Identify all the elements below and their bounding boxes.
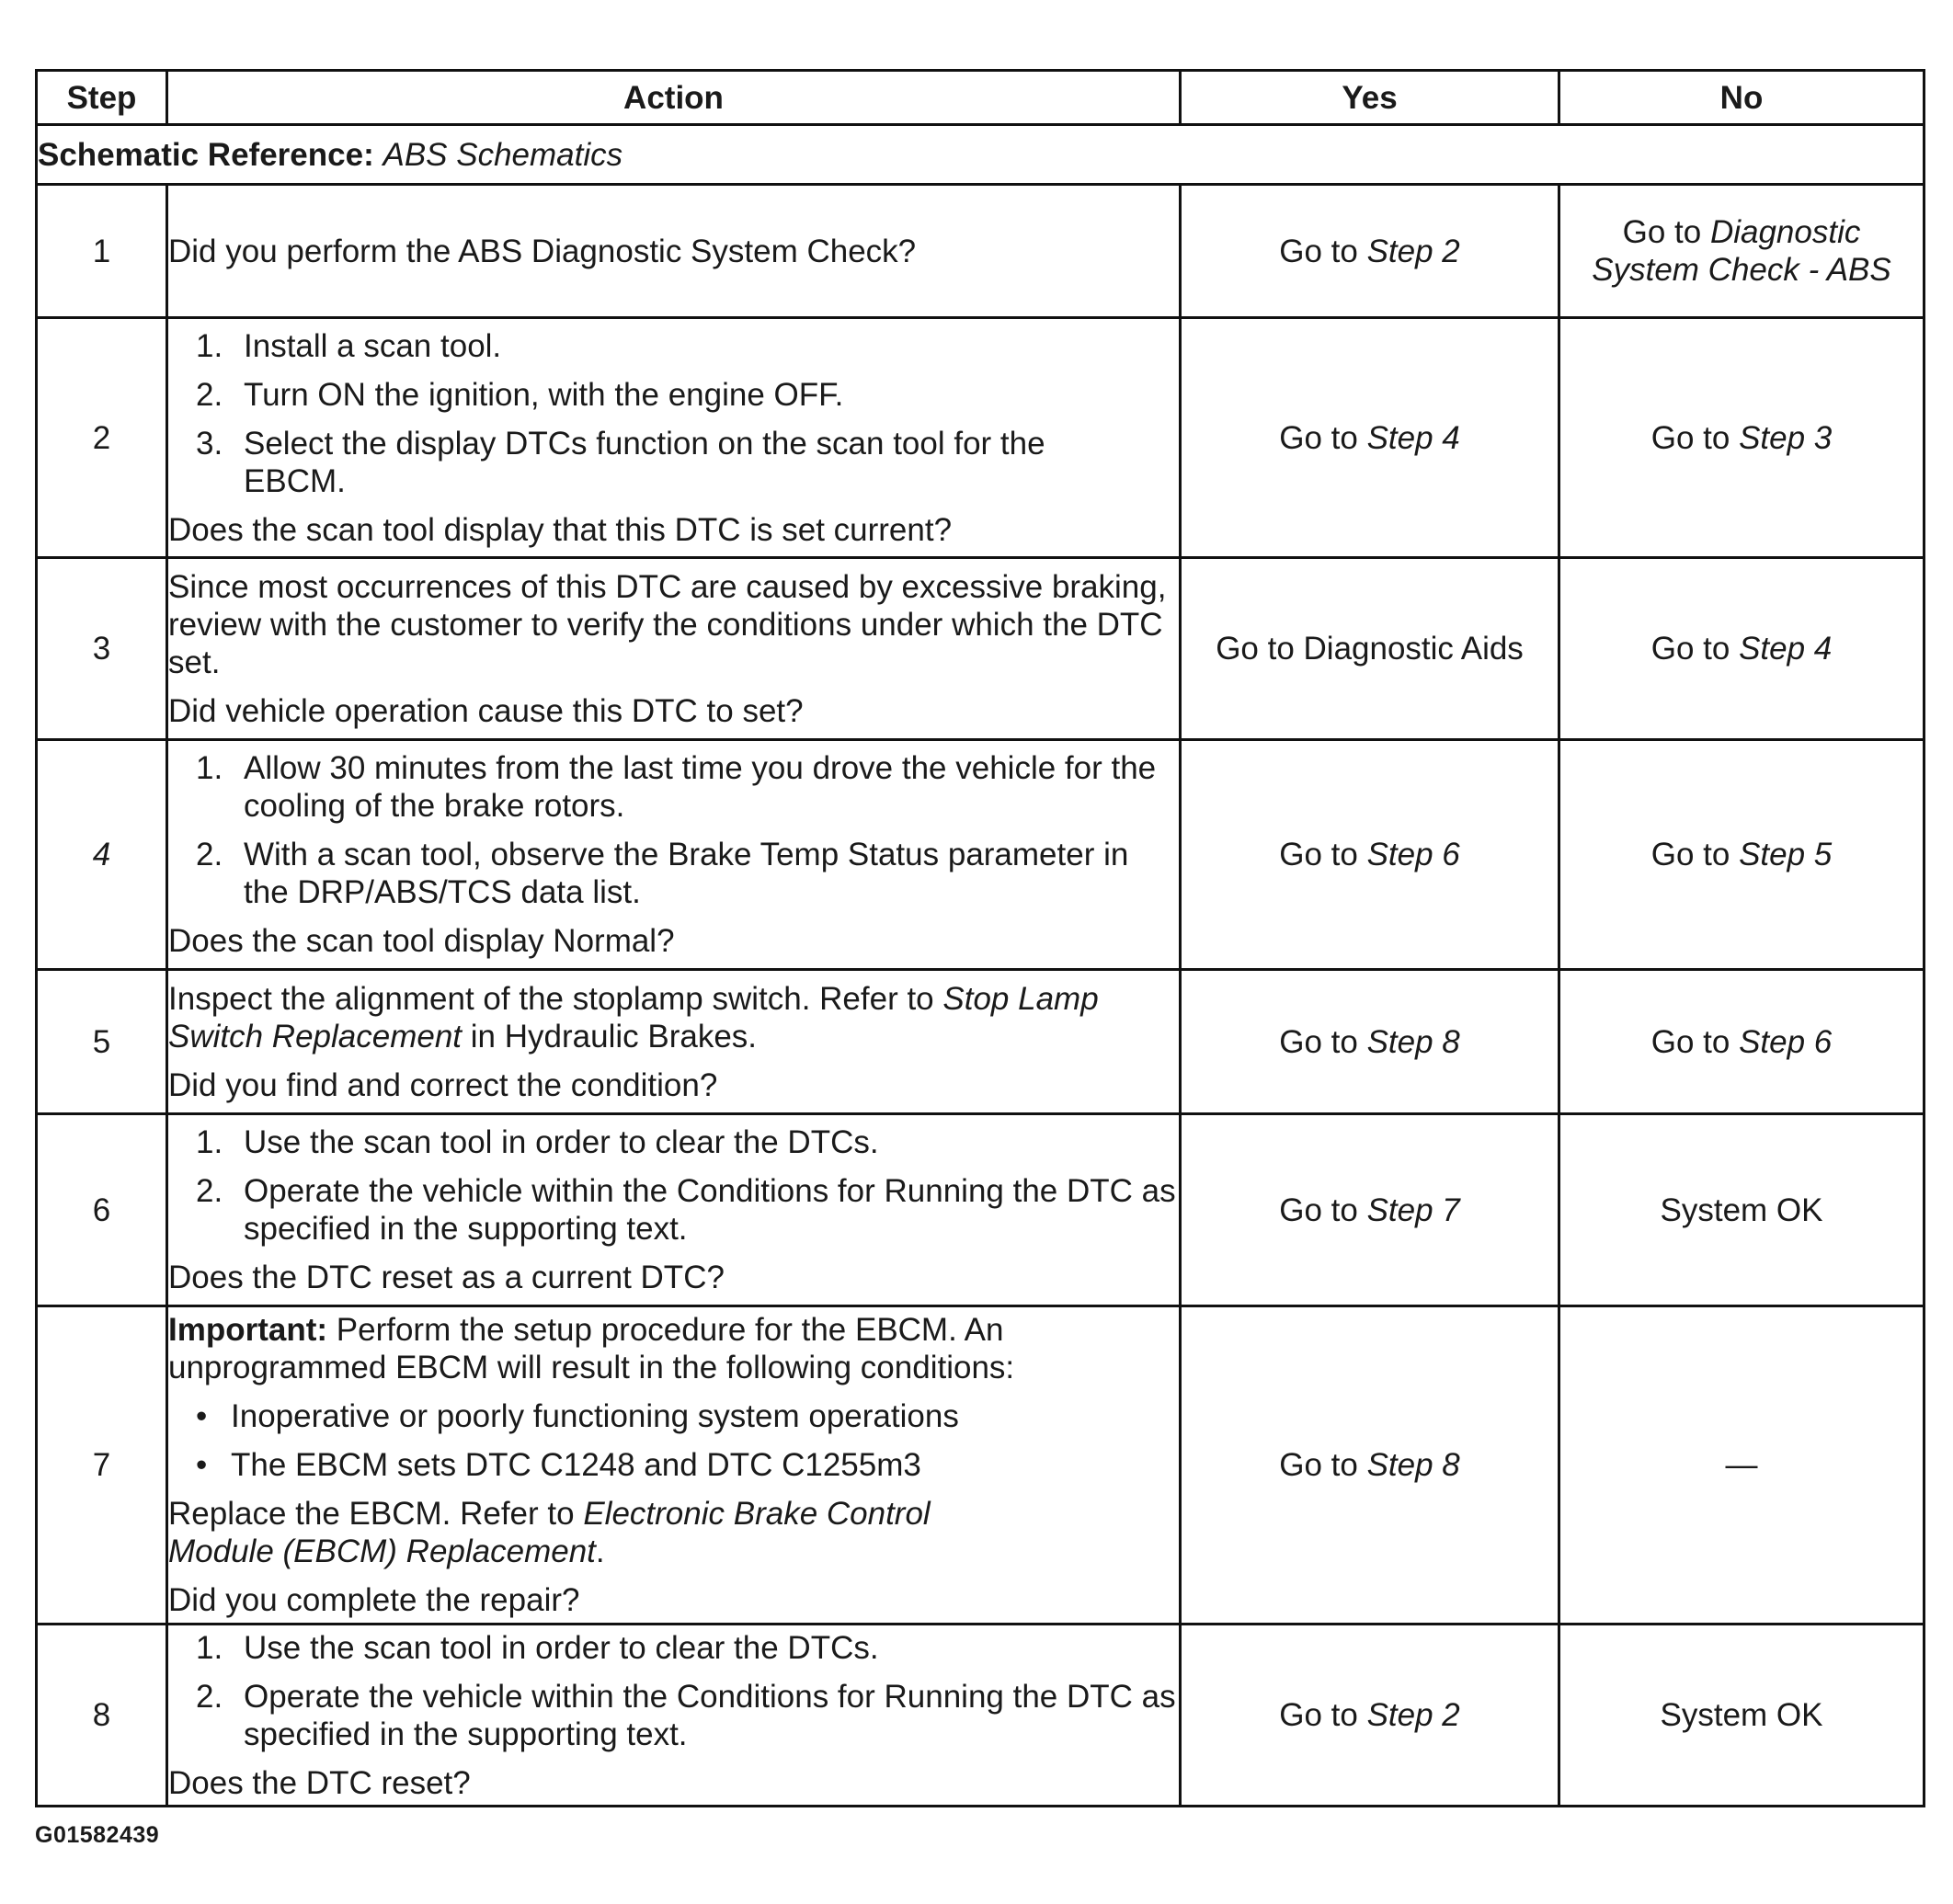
no-prefix: Go to xyxy=(1650,1023,1730,1060)
yes-cell xyxy=(1181,185,1559,318)
no-step-link[interactable]: Step 6 xyxy=(1739,1023,1833,1060)
no-prefix: Go to xyxy=(1650,419,1730,456)
yes-prefix: Go to xyxy=(1279,419,1358,456)
yes-diagnostic-aids-link[interactable]: Go to Diagnostic Aids xyxy=(1216,631,1524,667)
schematic-reference-row xyxy=(37,125,1924,185)
action-question: Does the DTC reset? xyxy=(168,1764,471,1801)
table-row xyxy=(37,318,1924,558)
action-cell xyxy=(167,558,1181,740)
yes-prefix: Go to xyxy=(1279,1191,1358,1228)
bullet-item: • Inoperative or poorly functioning system operations xyxy=(196,1398,959,1434)
step-number: 7 xyxy=(37,1306,167,1625)
no-cell xyxy=(1559,318,1924,558)
ebcm-replacement-link[interactable]: Electronic Brake Control Module (EBCM) Replacement xyxy=(168,1496,931,1569)
action-list-item: 1. Use the scan tool in order to clear the DTCs. xyxy=(196,1124,879,1160)
yes-cell xyxy=(1181,970,1559,1114)
yes-step-link[interactable]: Step 8 xyxy=(1366,1023,1460,1060)
column-header-yes: Yes xyxy=(1181,71,1559,125)
important-note: Important: Perform the setup procedure for the EBCM. An unprogrammed EBCM will result in the following conditions: xyxy=(168,1312,1015,1385)
no-cell xyxy=(1559,1306,1924,1625)
schematic-reference-cell xyxy=(37,125,1924,185)
action-question: Did you complete the repair? xyxy=(168,1582,580,1618)
schematic-reference-link[interactable]: ABS Schematics xyxy=(383,136,623,173)
yes-cell xyxy=(1181,1114,1559,1306)
action-list-item: 1. Allow 30 minutes from the last time you drove the vehicle for the cooling of the brake rotors. xyxy=(196,750,1157,824)
step-number: 4 xyxy=(37,740,167,970)
action-cell xyxy=(167,318,1181,558)
table-row xyxy=(37,185,1924,318)
no-cell xyxy=(1559,1625,1924,1807)
no-cell xyxy=(1559,1114,1924,1306)
table-row xyxy=(37,558,1924,740)
action-list-item: 3. Select the display DTCs function on the scan tool for the EBCM. xyxy=(196,425,1045,499)
action-question: Does the scan tool display that this DTC is set current? xyxy=(168,511,953,548)
yes-step-link[interactable]: Step 7 xyxy=(1366,1191,1460,1228)
step-number: 6 xyxy=(37,1114,167,1306)
column-header-step: Step xyxy=(37,71,167,125)
no-prefix: Go to xyxy=(1650,631,1730,667)
no-step-link[interactable]: Step 5 xyxy=(1739,837,1833,872)
no-dash: — xyxy=(1725,1447,1758,1483)
step-number: 3 xyxy=(37,558,167,740)
action-question: Did you perform the ABS Diagnostic System Check? xyxy=(168,233,917,269)
no-procedure-link[interactable]: Diagnostic System Check - ABS xyxy=(1592,214,1891,288)
yes-cell xyxy=(1181,558,1559,740)
no-prefix: Go to xyxy=(1622,214,1702,250)
step-number: 8 xyxy=(37,1625,167,1807)
action-cell xyxy=(167,1625,1181,1807)
yes-cell xyxy=(1181,740,1559,970)
stop-lamp-switch-replacement-link[interactable]: Stop Lamp Switch Replacement xyxy=(168,980,1099,1055)
action-list-item: 1. Install a scan tool. xyxy=(196,327,502,364)
table-row xyxy=(37,1114,1924,1306)
yes-cell xyxy=(1181,318,1559,558)
yes-cell xyxy=(1181,1625,1559,1807)
action-cell xyxy=(167,740,1181,970)
action-paragraph: Since most occurrences of this DTC are caused by excessive braking, review with the customer to verify the conditions under which the DTC set. xyxy=(168,568,1167,680)
no-prefix: Go to xyxy=(1650,837,1730,872)
action-cell xyxy=(167,970,1181,1114)
schematic-reference-label: Schematic Reference: xyxy=(38,136,374,173)
action-question: Does the DTC reset as a current DTC? xyxy=(168,1260,725,1295)
action-list-item: 2. Operate the vehicle within the Conditions for Running the DTC as specified in the supporting text. xyxy=(196,1678,1176,1752)
action-paragraph: Inspect the alignment of the stoplamp switch. Refer to Stop Lamp Switch Replacement in Hydraulic Brakes. xyxy=(168,980,1099,1055)
yes-step-link[interactable]: Step 2 xyxy=(1366,233,1460,269)
no-system-ok: System OK xyxy=(1660,1191,1823,1228)
yes-step-link[interactable]: Step 2 xyxy=(1366,1697,1460,1733)
action-question: Did you find and correct the condition? xyxy=(168,1066,718,1103)
column-header-no: No xyxy=(1559,71,1924,125)
table-row xyxy=(37,1306,1924,1625)
important-label: Important: xyxy=(168,1312,328,1348)
no-cell xyxy=(1559,740,1924,970)
action-cell xyxy=(167,185,1181,318)
action-list-item: 2. Turn ON the ignition, with the engine OFF. xyxy=(196,376,844,413)
diagnostic-table xyxy=(35,69,1925,1807)
yes-step-link[interactable]: Step 6 xyxy=(1366,837,1460,872)
action-list-item: 2. Operate the vehicle within the Conditions for Running the DTC as specified in the supporting text. xyxy=(196,1173,1176,1247)
table-row xyxy=(37,970,1924,1114)
action-cell xyxy=(167,1114,1181,1306)
yes-prefix: Go to xyxy=(1279,1447,1358,1483)
no-step-link[interactable]: Step 3 xyxy=(1739,419,1833,456)
step-number: 2 xyxy=(37,318,167,558)
table-row xyxy=(37,740,1924,970)
action-list-item: 2. With a scan tool, observe the Brake Temp Status parameter in the DRP/ABS/TCS data list. xyxy=(196,837,1129,910)
action-paragraph: Replace the EBCM. Refer to Electronic Brake Control Module (EBCM) Replacement. xyxy=(168,1496,931,1569)
yes-prefix: Go to xyxy=(1279,233,1358,269)
yes-prefix: Go to xyxy=(1279,837,1358,872)
step-number: 5 xyxy=(37,970,167,1114)
yes-prefix: Go to xyxy=(1279,1697,1358,1733)
action-cell xyxy=(167,1306,1181,1625)
table-header-row xyxy=(37,71,1924,125)
diagnostic-table-container xyxy=(35,69,1923,1807)
step-number: 1 xyxy=(37,185,167,318)
bullet-item: • The EBCM sets DTC C1248 and DTC C1255m3 xyxy=(196,1447,921,1483)
yes-step-link[interactable]: Step 8 xyxy=(1366,1447,1460,1483)
yes-step-link[interactable]: Step 4 xyxy=(1366,419,1460,456)
table-row xyxy=(37,1625,1924,1807)
no-system-ok: System OK xyxy=(1660,1697,1823,1733)
column-header-action: Action xyxy=(167,71,1181,125)
no-cell xyxy=(1559,558,1924,740)
no-cell xyxy=(1559,970,1924,1114)
no-cell xyxy=(1559,185,1924,318)
action-question: Did vehicle operation cause this DTC to set? xyxy=(168,692,804,729)
no-step-link[interactable]: Step 4 xyxy=(1739,631,1833,667)
figure-id: G01582439 xyxy=(35,1822,160,1848)
action-list-item: 1. Use the scan tool in order to clear the DTCs. xyxy=(196,1629,879,1666)
action-question: Does the scan tool display Normal? xyxy=(168,923,675,959)
yes-cell xyxy=(1181,1306,1559,1625)
yes-prefix: Go to xyxy=(1279,1023,1358,1060)
